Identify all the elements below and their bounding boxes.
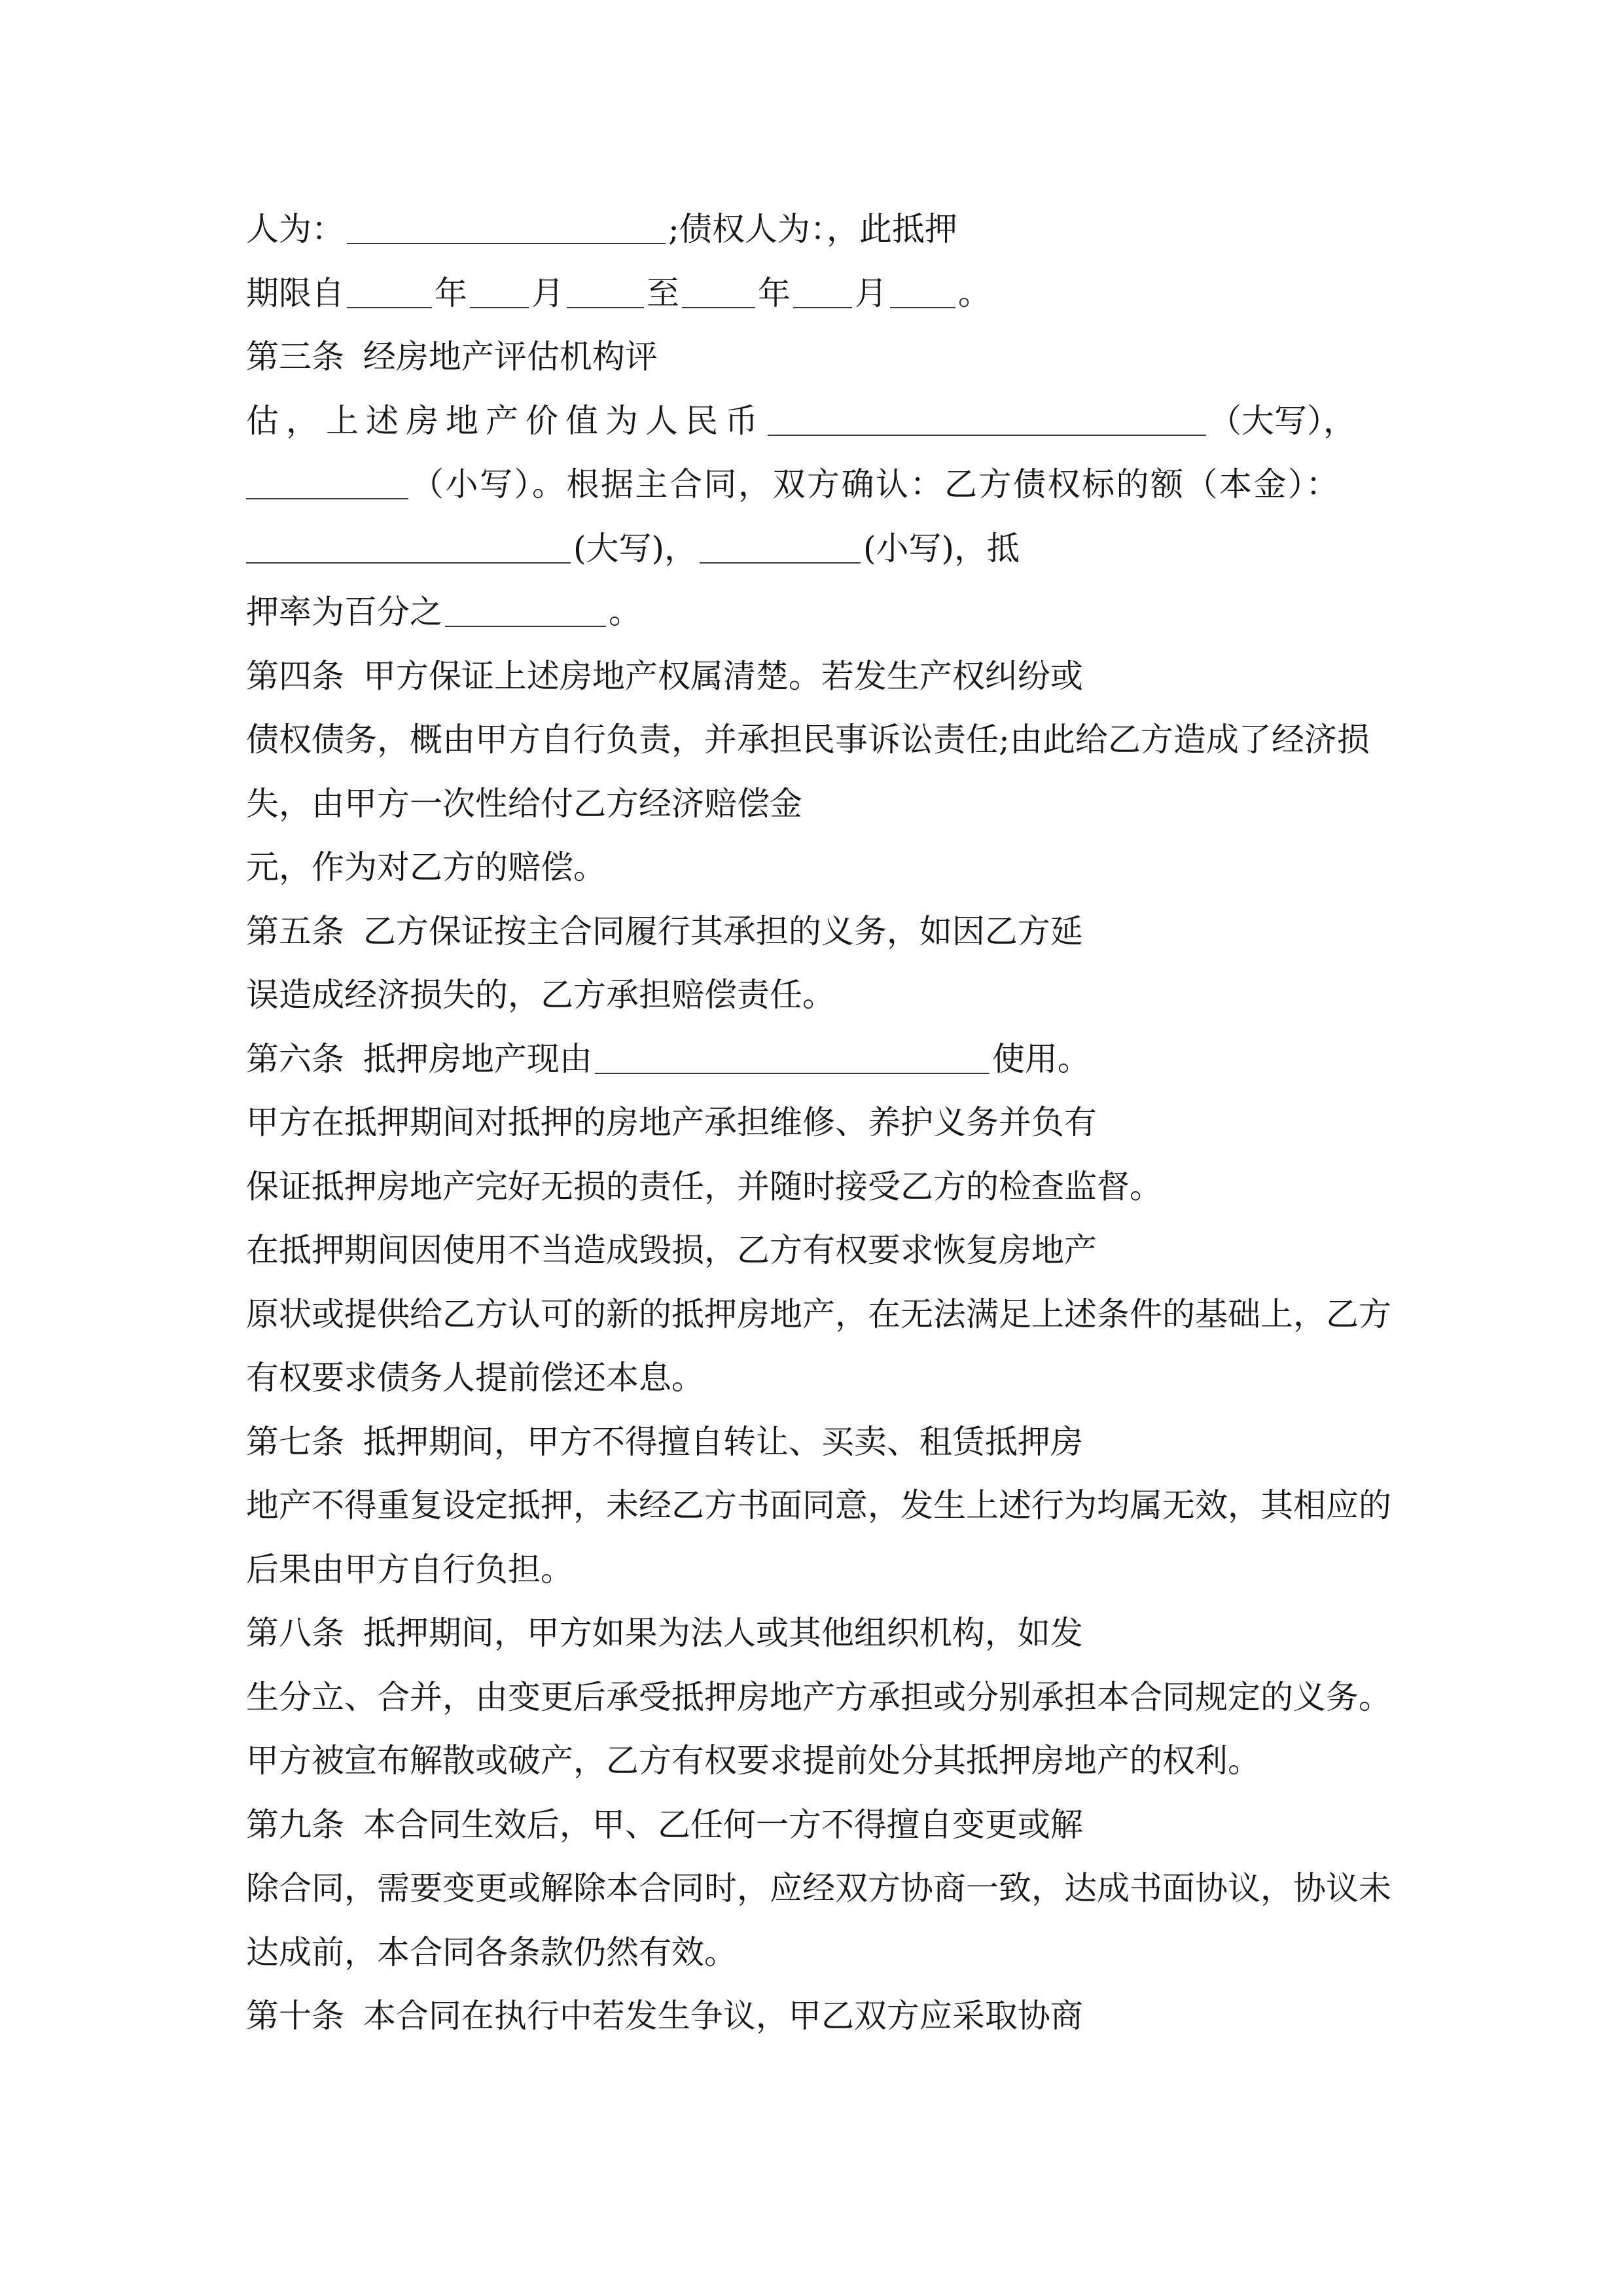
fill-in-blank [470, 281, 529, 308]
line-text: 至 [647, 274, 679, 312]
clause-10-heading-line [246, 1984, 1418, 2049]
line-text: 有权要求债务人提前偿还本息。 [246, 1359, 704, 1397]
line-text: 后果由甲方自行负担。 [246, 1550, 573, 1588]
line-text: 月 [531, 274, 564, 312]
line-text: 原状或提供给乙方认可的新的抵押房地产，在无法满足上述条件的基础上，乙方 [246, 1295, 1391, 1333]
line-text: 达成前，本合同各条款仍然有效。 [246, 1933, 737, 1971]
line-text: 第三条 经房地产评估机构评 [246, 338, 658, 376]
line-text: 人为： [246, 210, 344, 248]
text-line [246, 198, 1418, 262]
text-line [246, 1091, 1418, 1155]
line-text: 。 [958, 274, 991, 312]
clause-3-heading-line [246, 325, 1418, 389]
line-text: 第八条 抵押期间，甲方如果为法人或其他组织机构，如发 [246, 1614, 1083, 1652]
clause-5-heading-line [246, 900, 1418, 964]
clause-4-heading-line [246, 645, 1418, 709]
text-line [246, 772, 1418, 836]
line-text: 地产不得重复设定抵押，未经乙方书面同意，发生上述行为均属无效，其相应的 [246, 1486, 1391, 1524]
text-line [246, 1857, 1418, 1921]
line-text: (小写)，抵 [863, 529, 1020, 567]
fill-in-blank [246, 536, 571, 564]
fill-in-blank [682, 281, 755, 308]
clause-8-heading-line [246, 1602, 1418, 1666]
line-text: 第四条 甲方保证上述房地产权属清楚。若发生产权纠纷或 [246, 656, 1083, 695]
line-text: 第七条 抵押期间，甲方不得擅自转让、买卖、租赁抵押房 [246, 1422, 1083, 1461]
line-text: 使用。 [991, 1039, 1090, 1078]
text-line [246, 1346, 1418, 1410]
fill-in-blank [347, 217, 666, 244]
document-body [246, 198, 1418, 2049]
fill-in-blank [246, 472, 408, 499]
clause-7-heading-line [246, 1410, 1418, 1475]
fill-in-blank [347, 281, 432, 308]
line-text: 第十条 本合同在执行中若发生争议，甲乙双方应采取协商 [246, 1997, 1083, 2035]
line-text: 保证抵押房地产完好无损的责任，并随时接受乙方的检查监督。 [246, 1167, 1162, 1206]
text-line [246, 1729, 1418, 1793]
text-line [246, 1155, 1418, 1219]
line-text: 押率为百分之 [246, 593, 442, 631]
line-text: 第六条 抵押房地产现由 [246, 1039, 592, 1078]
fill-in-blank [700, 536, 861, 564]
clause-9-heading-line [246, 1793, 1418, 1857]
line-text: 元，作为对乙方的赔偿。 [246, 848, 606, 886]
line-text: 生分立、合并，由变更后承受抵押房地产方承担或分别承担本合同规定的义务。 [246, 1677, 1391, 1716]
text-line [246, 389, 1418, 454]
text-line [246, 581, 1418, 645]
line-text: 月 [855, 274, 887, 312]
line-text: 估，上述房地产价值为人民币 [246, 401, 765, 440]
text-line [246, 963, 1418, 1028]
text-line [246, 517, 1418, 581]
text-line [246, 453, 1418, 517]
line-text: 在抵押期间因使用不当造成毁损，乙方有权要求恢复房地产 [246, 1231, 1097, 1269]
line-text: 甲方被宣布解散或破产，乙方有权要求提前处分其抵押房地产的权利。 [246, 1742, 1260, 1780]
line-text: （大写）， [1209, 401, 1356, 440]
line-text: 第五条 乙方保证按主合同履行其承担的义务，如因乙方延 [246, 912, 1083, 950]
line-text: ;债权人为：，此抵押 [668, 210, 957, 248]
fill-in-blank [793, 281, 852, 308]
line-text: 。 [609, 593, 641, 631]
line-text: 除合同，需要变更或解除本合同时，应经双方协商一致，达成书面协议，协议未 [246, 1869, 1391, 1907]
line-text: 甲方在抵押期间对抵押的房地产承担维修、养护义务并负有 [246, 1103, 1097, 1141]
line-text: 第九条 本合同生效后，甲、乙任何一方不得擅自变更或解 [246, 1805, 1083, 1844]
line-text: 期限自 [246, 274, 344, 312]
fill-in-blank [445, 600, 606, 627]
text-line [246, 1666, 1418, 1730]
line-text: （小写）。根据主合同，双方确认：乙方债权标的额（本金）： [411, 465, 1340, 503]
line-text: 年 [758, 274, 791, 312]
text-line [246, 1921, 1418, 1985]
line-text: 年 [435, 274, 467, 312]
text-line [246, 708, 1418, 772]
line-text: 误造成经济损失的，乙方承担赔偿责任。 [246, 976, 835, 1014]
fill-in-blank [768, 408, 1206, 436]
text-line [246, 262, 1418, 326]
line-text: 债权债务，概由甲方自行负责，并承担民事诉讼责任;由此给乙方造成了经济损 [246, 721, 1370, 759]
fill-in-blank [890, 281, 955, 308]
fill-in-blank [567, 281, 644, 308]
text-line [246, 1283, 1418, 1347]
text-line [246, 1474, 1418, 1538]
text-line [246, 1538, 1418, 1602]
line-text: (大写)， [573, 529, 698, 567]
clause-6-heading-line [246, 1028, 1418, 1092]
line-text: 失，由甲方一次性给付乙方经济赔偿金 [246, 784, 802, 823]
text-line [246, 836, 1418, 900]
text-line [246, 1219, 1418, 1283]
fill-in-blank [595, 1047, 990, 1074]
